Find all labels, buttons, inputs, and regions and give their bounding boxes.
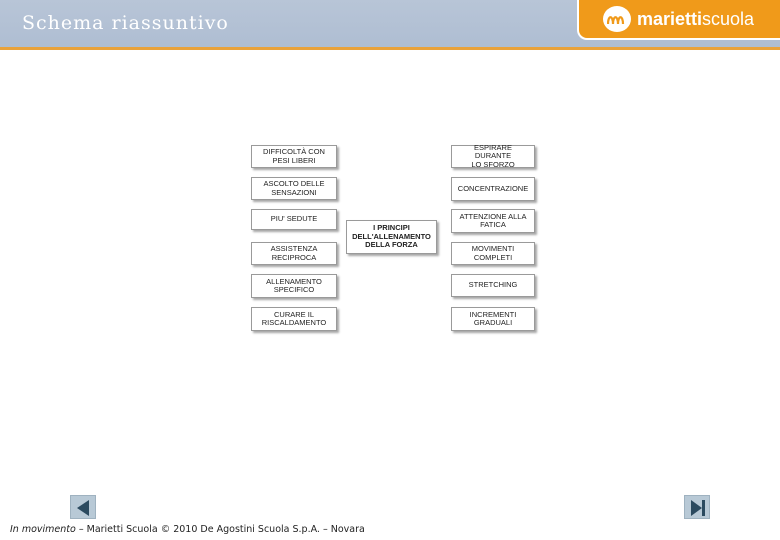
header-divider bbox=[0, 47, 780, 50]
diagram-right-box: INCREMENTI GRADUALI bbox=[451, 307, 535, 331]
diagram-left-box: ALLENAMENTO SPECIFICO bbox=[251, 274, 337, 298]
skip-to-end-icon bbox=[685, 496, 711, 520]
logo-text bbox=[637, 9, 754, 30]
last-slide-button[interactable] bbox=[684, 495, 710, 519]
diagram-left-box: ASCOLTO DELLE SENSAZIONI bbox=[251, 177, 337, 200]
slide-header bbox=[0, 0, 780, 50]
diagram-right-box: ATTENZIONE ALLA FATICA bbox=[451, 209, 535, 233]
logo-text-bold: marietti bbox=[637, 8, 703, 29]
previous-slide-button[interactable] bbox=[70, 495, 96, 519]
diagram-right-box: CONCENTRAZIONE bbox=[451, 177, 535, 201]
slide-title: Schema riassuntivo bbox=[22, 12, 229, 34]
diagram-left-box: PIU' SEDUTE bbox=[251, 209, 337, 230]
book-title: In movimento bbox=[10, 524, 76, 535]
diagram-center-box: I PRINCIPI DELL'ALLENAMENTO DELLA FORZA bbox=[346, 220, 437, 254]
diagram-right-box: STRETCHING bbox=[451, 274, 535, 297]
publisher-logo bbox=[577, 0, 780, 40]
diagram-left-box: ASSISTENZA RECIPROCA bbox=[251, 242, 337, 265]
footer-credit bbox=[10, 524, 365, 535]
diagram-right-box: MOVIMENTI COMPLETI bbox=[451, 242, 535, 265]
triangle-left-icon bbox=[71, 496, 97, 520]
logo-text-light: scuola bbox=[702, 8, 755, 29]
diagram-left-box: CURARE IL RISCALDAMENTO bbox=[251, 307, 337, 331]
diagram-right-box: ESPIRARE DURANTE LO SFORZO bbox=[451, 145, 535, 168]
marietti-logo-icon bbox=[603, 6, 631, 32]
copyright-text: – Marietti Scuola © 2010 De Agostini Scuola S.p.A. – Novara bbox=[75, 524, 365, 535]
diagram-left-box: DIFFICOLTÀ CON PESI LIBERI bbox=[251, 145, 337, 168]
